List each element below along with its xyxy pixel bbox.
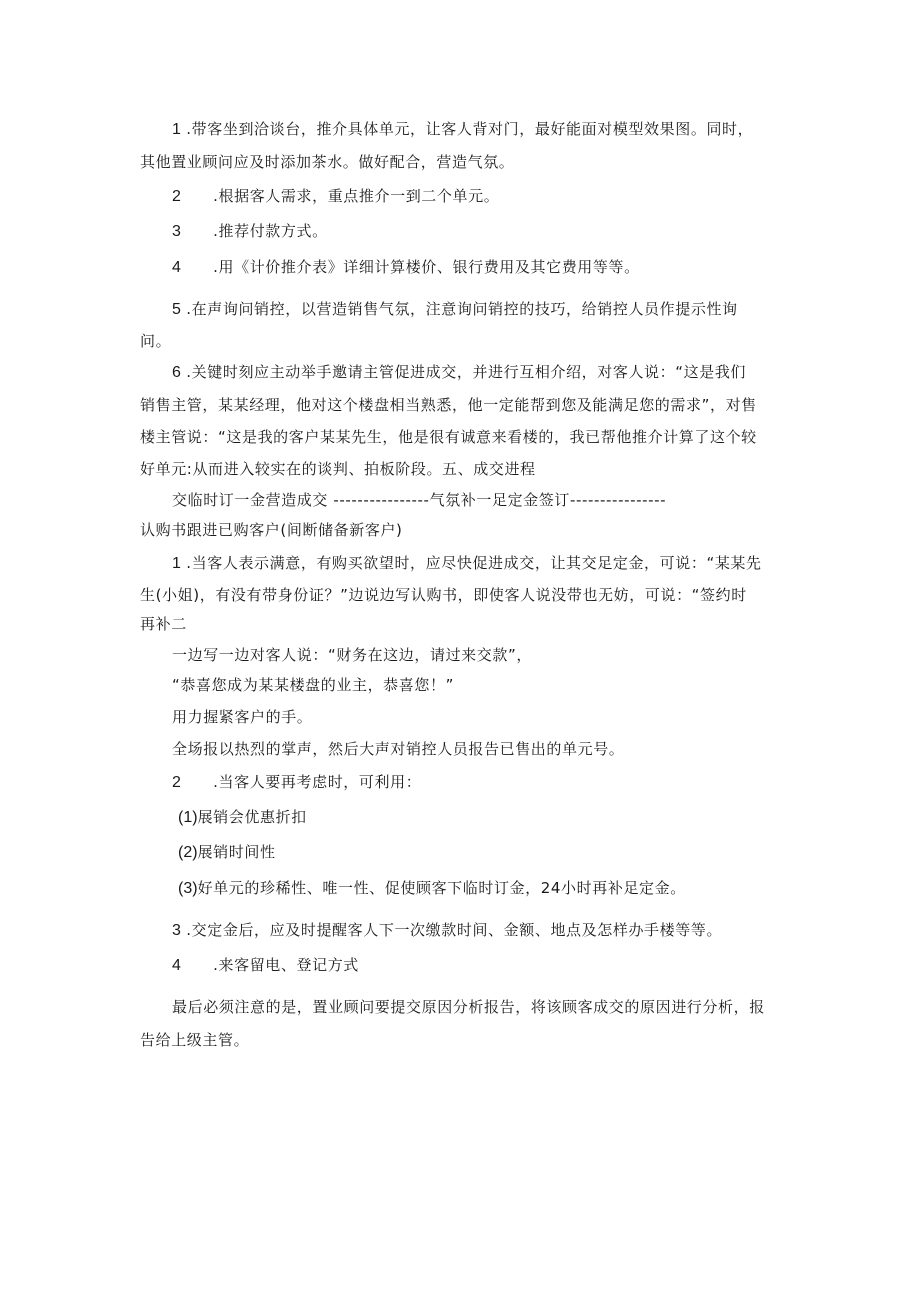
paragraph-text: .交定金后，应及时提醒客人下一次缴款时间、金额、地点及怎样办手楼等等。 [186, 921, 723, 939]
paragraph-6-line-1 [172, 355, 746, 390]
dialogue-line-2: “恭喜您成为某某楼盘的业主，恭喜您！” [172, 676, 454, 694]
item-number: 3 [172, 223, 181, 240]
paragraph-6-line-4: 好单元:从而进入较实在的谈判、拍板阶段。五、成交进程 [140, 460, 536, 478]
item-number: 1 [172, 555, 181, 572]
paragraph-5-line-1 [172, 292, 738, 327]
closing-note-line-2: 告给上级主管。 [140, 1031, 250, 1049]
paragraph-text: .来客留电、登记方式 [213, 956, 359, 974]
paragraph-text: .关键时刻应主动举手邀请主管促进成交，并进行互相介绍，对客人说：“这是我们 [186, 363, 747, 381]
step-1-line-3: 再补二 [140, 615, 187, 633]
step-3 [172, 913, 722, 948]
paragraph-text: 好单元的珍稀性、唯一性、促使顾客下临时订金，24小时再补足定金。 [197, 879, 686, 897]
paragraph-6-line-2: 销售主管，某某经理，他对这个楼盘相当熟悉，他一定能帮到您及能满足您的需求”，对售 [140, 396, 757, 414]
paragraph-4 [172, 250, 640, 285]
item-number: 3 [172, 922, 181, 939]
action-line-2: 全场报以热烈的掌声，然后大声对销控人员报告已售出的单元号。 [172, 740, 625, 758]
sub-item-1 [178, 800, 307, 835]
process-flow-line-1: 交临时订一金营造成交 ----------------气氛补一足定金签订---------------- [172, 491, 667, 509]
paragraph-1-line-1 [172, 112, 753, 147]
paragraph-2 [172, 179, 499, 214]
dialogue-line-1: 一边写一边对客人说：“财务在这边，请过来交款”， [172, 646, 532, 664]
paragraph-text: .推荐付款方式。 [213, 222, 328, 240]
paragraph-text: .当客人要再考虑时，可利用： [213, 773, 422, 791]
item-number: 4 [172, 957, 181, 974]
paragraph-1-line-2: 其他置业顾问应及时添加茶水。做好配合，营造气氛。 [140, 153, 515, 171]
item-number: (2) [178, 844, 198, 861]
process-flow-line-2: 认购书跟进已购客户(间断储备新客户) [140, 521, 403, 539]
step-2 [172, 765, 421, 800]
item-number: 6 [172, 364, 181, 381]
paragraph-6-line-3: 楼主管说：“这是我的客户某某先生，他是很有诚意来看楼的，我已帮他推介计算了这个较 [140, 428, 757, 446]
step-1-line-2: 生(小姐)，有没有带身份证？”边说边写认购书，即使客人说没带也无妨，可说：“签约时 [140, 586, 747, 604]
step-4 [172, 948, 359, 983]
item-number: 2 [172, 188, 181, 205]
item-number: 2 [172, 774, 181, 791]
item-number: (3) [178, 880, 198, 897]
item-number: 4 [172, 259, 181, 276]
step-1-line-1 [172, 546, 762, 581]
item-number: (1) [178, 809, 198, 826]
sub-item-2 [178, 835, 276, 870]
paragraph-text: .根据客人需求，重点推介一到二个单元。 [213, 187, 500, 205]
paragraph-text: .当客人表示满意，有购买欲望时，应尽快促进成交，让其交足定金，可说：“某某先 [186, 554, 762, 572]
paragraph-text: .在声询问销控，以营造销售气氛，注意询问销控的技巧，给销控人员作提示性询 [186, 300, 738, 318]
item-number: 1 [172, 121, 181, 138]
paragraph-text: 展销时间性 [197, 843, 276, 861]
paragraph-3 [172, 214, 328, 249]
paragraph-text: 展销会优惠折扣 [197, 808, 307, 826]
paragraph-text: .带客坐到洽谈台，推介具体单元，让客人背对门，最好能面对模型效果图。同时， [186, 120, 754, 138]
action-line-1: 用力握紧客户的手。 [172, 708, 313, 726]
closing-note-line-1: 最后必须注意的是，置业顾问要提交原因分析报告，将该顾客成交的原因进行分析，报 [172, 998, 765, 1016]
item-number: 5 [172, 301, 181, 318]
paragraph-5-line-2: 问。 [140, 332, 172, 350]
sub-item-3 [178, 871, 686, 906]
paragraph-text: .用《计价推介表》详细计算楼价、银行费用及其它费用等等。 [213, 258, 640, 276]
